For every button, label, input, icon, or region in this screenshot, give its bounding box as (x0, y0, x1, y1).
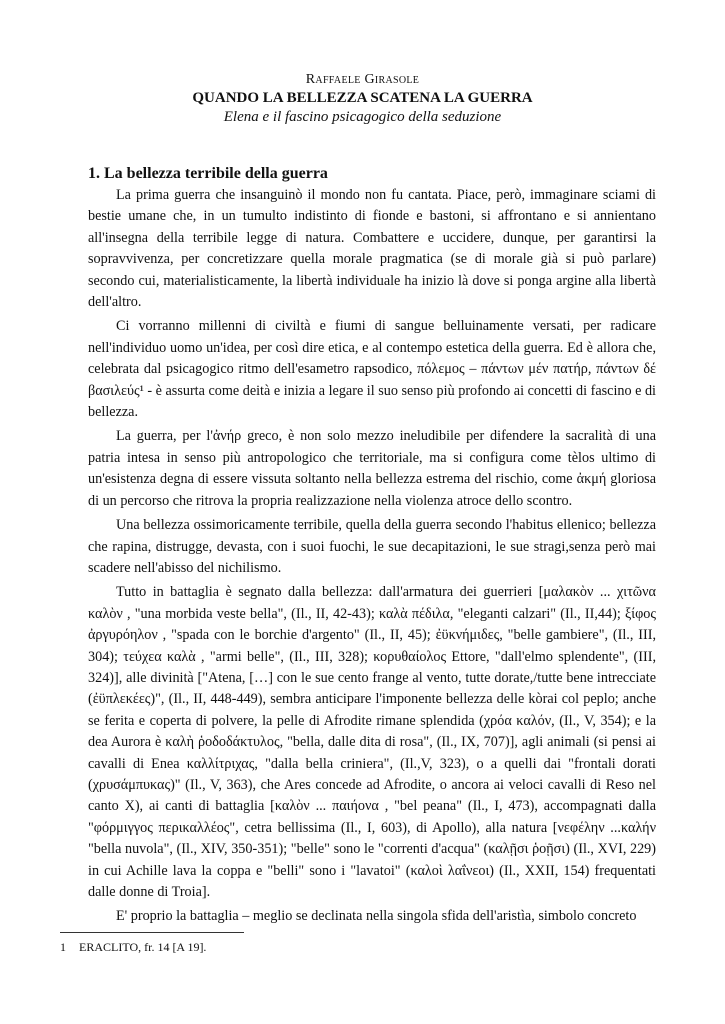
paper-subtitle: Elena e il fascino psicagogico della seduzione (223, 109, 502, 125)
section-body (88, 163, 656, 931)
paper-title: QUANDO LA BELLEZZA SCATENA LA GUERRA (192, 90, 533, 106)
footnote-divider (60, 932, 244, 933)
paragraph-4: Una bellezza ossimoricamente terribile, quella della guerra secondo l'habitus ellenico; bellezza che rapina, distrugge, devasta, con i suoi fuochi, le sue decapitazioni, le sue stragi,senza però mai scadere nell'abisso del nichilismo. (88, 517, 656, 576)
section-heading: 1. La bellezza terribile della guerra (88, 165, 328, 182)
footnote (60, 940, 206, 955)
footnote-number: 1 (60, 940, 66, 954)
paragraph-6: E' proprio la battaglia – meglio se declinata nella singola sfida dell'aristìa, simbolo concreto (116, 908, 637, 925)
paragraph-5: Tutto in battaglia è segnato dalla bellezza: dall'armatura dei guerrieri [μαλακὸν ... χιτῶνα καλὸν , "una morbida veste bella", (Il., II, 42-43); καλὰ πέδιλα, "eleganti calzari" (Il., II,44); ξίφος ἀργυρόηλον , "spada con le borchie d'argento" (Il., II, 45); ἐϋκνήμιδες, "belle gambiere", (Il., III, 304); τεύχεα καλὰ , "armi belle", (Il., III, 328); κορυθαίολος Ettore, "dall'elmo splendente", (III, 324)], alle divinità ["Atena, […] con le sue cento frange al vento, tutte dorate,/tutte bene intrecciate (ἐϋπλεκέες)", (Il., II, 448-449), sembra anticipare l'imponente bellezza delle kòrai col peplo; anche se ferita e coperta di polvere, la pelle di Afrodite rimane splendida (χρόα καλόν, (Il., V, 354); e la dea Aurora è καλὴ ῥοδοδάκτυλος, "bella, dalle dita di rosa", (Il., IX, 707)], agli animali (si pensi ai cavalli di Enea καλλίτριχας, "dalla bella criniera", (Il.,V, 323), o a quelli dai "frontali dorati (χρυσάμπυκας)" (Il., V, 363), che Ares concede ad Afrodite, o ancora ai veloci cavalli di Reso nel canto X), ai canti di battaglia [καλὸν ... παιήονα , "bel peana" (Il., I, 473), accompagnati dalla "φόρμιγγος περικαλλέος", cetra bellissima (Il., I, 603), di Apollo), alla natura [νεφέλην ...καλήν "bella nuvola", (Il., XIV, 350-351); "belle" sono le "correnti d'acqua" (καλῇσι ῥοῇσι) (Il., XVI, 229) in cui Achille lava la coppa e "belli" sono i "lavatoi" (καλοὶ λαΐνεοι) (Il., XXII, 154) frequentati dalle donne di Troia]. (88, 584, 656, 900)
paragraph-3: La guerra, per l'ἀνήρ greco, è non solo mezzo ineludibile per difendere la sacralità di una patria intesa in senso più antropologico che territoriale, ma si configura come tèlos ultimo di un'esistenza degna di essere vissuta soltanto nella bellezza estrema del rischio, come ἀκμή gloriosa di un percorso che ritrova la propria realizzazione nella violenza atroce dello scontro. (88, 428, 656, 509)
footnote-text: ERACLITO, fr. 14 [A 19]. (79, 940, 207, 954)
paragraph-2: Ci vorranno millenni di civiltà e fiumi di sangue belluinamente versati, per radicare nell'individuo uomo un'idea, per così dire etica, e al contempo estetica della guerra. Ed è allora che, celebrata dal psicagogico ritmo dell'esametro rapsodico, πόλεμος – πάντων μέν πατήρ, πάντων δέ βασιλεύς¹ - è assurta come deità e inizia a legare il suo senso più profondo ai concetti di fascino e di bellezza. (88, 318, 656, 421)
author-name: Raffaele Girasole (305, 72, 420, 87)
paragraph-1: La prima guerra che insanguinò il mondo non fu cantata. Piace, però, immaginare sciami di bestie umane che, in un tumulto indistinto di fionde e bastoni, si affrontano e si annientano all'insegna della terribile legge di natura. Combattere e uccidere, dunque, per garantirsi la sopravvivenza, per concretizzare quella morale pragmatica (se di morale già si può parlare) secondo cui, materialisticamente, la libertà individuale ha inizio là dove si ponga argine alla libertà dell'altro. (88, 187, 656, 311)
